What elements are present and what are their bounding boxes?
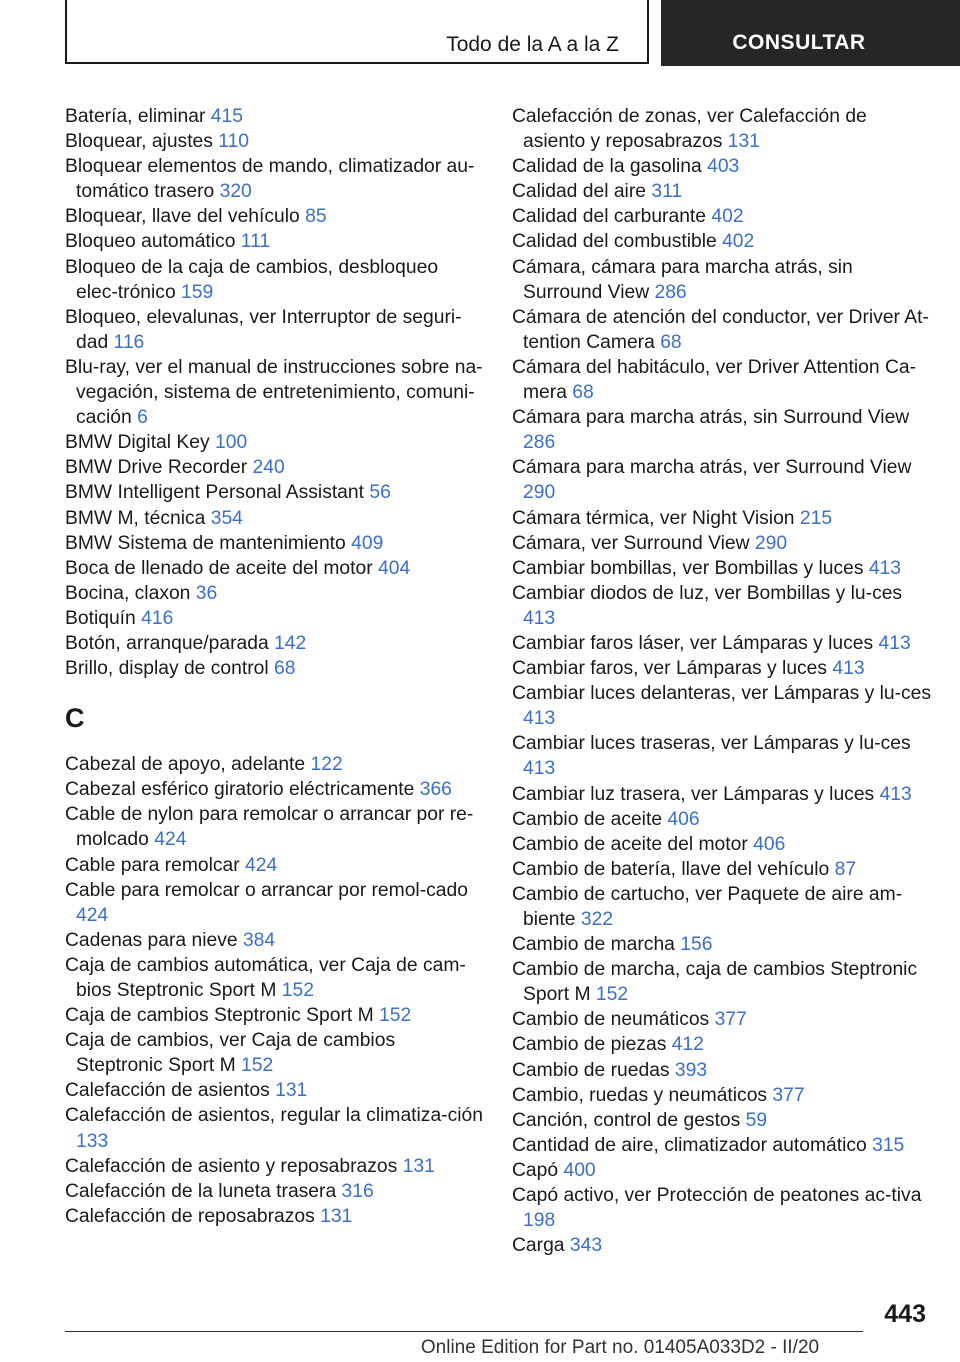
footer-divider <box>65 1331 863 1332</box>
index-entry-text: Calidad de la gasolina <box>512 156 702 178</box>
index-entry-text: Caja de cambios Steptronic Sport M <box>65 1005 374 1027</box>
index-page-link[interactable]: 36 <box>195 582 218 604</box>
index-page-link[interactable]: 56 <box>369 482 391 504</box>
index-page-link[interactable]: 402 <box>722 231 755 253</box>
index-entry <box>512 1133 932 1158</box>
index-entry-text: Cambio de aceite <box>512 808 663 830</box>
index-entry-text: Botón, arranque/parada <box>65 632 269 654</box>
index-page-link[interactable]: 110 <box>218 131 250 153</box>
index-entry <box>65 953 485 1003</box>
index-entry <box>65 752 485 777</box>
index-page-link[interactable]: 68 <box>660 331 682 353</box>
index-entry <box>65 355 485 430</box>
index-entry <box>65 631 485 656</box>
index-page-link[interactable]: 320 <box>219 181 252 203</box>
index-page-link[interactable]: 68 <box>572 382 594 404</box>
index-page-link[interactable]: 366 <box>419 779 452 801</box>
index-entry-text: Cable de nylon para remolcar o arrancar por re‐molcado <box>65 804 474 851</box>
section-title: Todo de la A a la Z <box>446 33 619 56</box>
index-entry <box>65 556 485 581</box>
index-entry <box>512 455 932 505</box>
index-entry <box>512 1032 932 1057</box>
index-entry <box>65 255 485 305</box>
index-page-link[interactable]: 403 <box>707 156 740 178</box>
index-entry <box>512 305 932 355</box>
consultar-tab[interactable] <box>661 0 960 66</box>
index-entry <box>512 681 932 731</box>
index-page-link[interactable]: 424 <box>245 854 278 876</box>
index-entry-text: Cambiar diodos de luz, ver Bombillas y lu‐ces <box>512 582 903 604</box>
footer-edition: Online Edition for Part no. 01405A033D2 - II/20 <box>420 1337 820 1358</box>
index-entry-text: Bloquear, ajustes <box>65 131 213 153</box>
index-entry <box>512 229 932 254</box>
index-entry-text: Calidad del carburante <box>512 206 707 228</box>
index-entry-text: Bloquear, llave del vehículo <box>65 206 300 228</box>
index-entry-text: Cambiar faros láser, ver Lámparas y luces <box>512 632 874 654</box>
index-entry <box>512 556 932 581</box>
index-page-link[interactable]: 354 <box>210 507 243 529</box>
index-entry <box>512 957 932 1007</box>
index-page-link[interactable]: 152 <box>241 1055 274 1077</box>
index-page-link[interactable]: 406 <box>753 833 786 855</box>
index-page-link[interactable]: 133 <box>76 1130 109 1152</box>
index-entry-text: Calidad del combustible <box>512 231 717 253</box>
index-entry <box>65 656 485 681</box>
index-entry <box>65 154 485 204</box>
index-entry-text: Bloqueo de la caja de cambios, desbloqueo elec‐trónico <box>65 256 439 303</box>
index-entry <box>512 104 932 154</box>
index-entry-text: Cambio de piezas <box>512 1034 667 1056</box>
index-page-link[interactable]: 240 <box>252 457 285 479</box>
index-entry <box>512 656 932 681</box>
index-entry <box>512 154 932 179</box>
index-page-link[interactable]: 122 <box>310 754 343 776</box>
index-page-link[interactable]: 290 <box>754 532 788 554</box>
index-entry-text: Canción, control de gestos <box>512 1109 741 1131</box>
index-entry <box>512 405 932 455</box>
index-page-link[interactable]: 413 <box>523 758 556 780</box>
index-entry-text: Calefacción de reposabrazos <box>65 1205 315 1227</box>
index-entry <box>512 857 932 882</box>
index-entry <box>65 581 485 606</box>
index-page-link[interactable]: 286 <box>523 432 556 454</box>
index-entry <box>512 506 932 531</box>
index-page-link[interactable]: 315 <box>872 1134 905 1156</box>
index-entry-text: Cable para remolcar o arrancar por remol‐cado <box>65 879 468 901</box>
index-page-link[interactable]: 87 <box>834 858 857 880</box>
index-page-link[interactable]: 152 <box>281 980 314 1001</box>
index-entry-text: BMW M, técnica <box>65 507 206 529</box>
index-entry <box>65 1179 485 1204</box>
index-entry-text: Cambiar luces delanteras, ver Lámparas y lu‐ces <box>512 683 932 705</box>
index-entry <box>65 104 485 129</box>
index-column-left <box>65 104 485 1229</box>
index-entry <box>512 355 932 405</box>
index-entry-text: Cambio de marcha, caja de cambios Steptronic Sport M <box>512 959 918 1006</box>
index-entry-text: Cambio de batería, llave del vehículo <box>512 858 830 880</box>
index-entry-text: Cámara de atención del conductor, ver Driver At‐tention Camera <box>512 306 929 353</box>
index-entry-text: Cambiar faros, ver Lámparas y luces <box>512 658 828 680</box>
index-group-b <box>65 104 485 681</box>
index-entry-text: Boca de llenado de aceite del motor <box>65 557 373 579</box>
index-page-link[interactable]: 142 <box>274 632 307 654</box>
index-letter-heading: C <box>65 703 85 734</box>
index-entry <box>512 1083 932 1108</box>
index-page-link[interactable]: 413 <box>879 783 912 805</box>
index-entry <box>65 1103 485 1153</box>
index-entry <box>512 882 932 932</box>
index-page-link[interactable]: 415 <box>210 106 243 127</box>
index-group-c-continued <box>512 104 932 1258</box>
index-entry <box>65 853 485 878</box>
index-entry <box>65 1154 485 1179</box>
index-page-link[interactable]: 316 <box>341 1180 374 1202</box>
index-page-link[interactable]: 111 <box>240 231 271 253</box>
index-page-link[interactable]: 404 <box>378 557 411 579</box>
index-entry-text: Cambio de cartucho, ver Paquete de aire am‐biente <box>512 883 903 930</box>
index-page-link[interactable]: 409 <box>351 532 384 554</box>
index-entry-text: Bloqueo automático <box>65 231 236 253</box>
index-entry-text: Cambiar bombillas, ver Bombillas y luces <box>512 557 864 579</box>
index-entry-text: Caja de cambios, ver Caja de cambios Steptronic Sport M <box>65 1030 396 1077</box>
index-entry <box>65 1003 485 1028</box>
index-entry-text: Calidad del aire <box>512 181 646 203</box>
index-entry-text: Cámara, cámara para marcha atrás, sin Surround View <box>512 256 853 303</box>
index-page-link[interactable]: 424 <box>154 829 187 851</box>
index-entry <box>65 777 485 802</box>
index-entry-text: Botiquín <box>65 607 136 629</box>
index-page-link[interactable]: 198 <box>523 1210 556 1232</box>
index-entry-text: Brillo, display de control <box>65 658 269 680</box>
index-entry <box>512 204 932 229</box>
index-entry-text: Calefacción de zonas, ver Calefacción de asiento y reposabrazos <box>512 106 867 153</box>
index-page-link[interactable]: 152 <box>379 1005 412 1027</box>
index-entry <box>512 932 932 957</box>
index-entry-text: Cabezal de apoyo, adelante <box>65 754 306 776</box>
index-entry <box>512 255 932 305</box>
index-page-link[interactable]: 131 <box>727 131 760 153</box>
index-page-link[interactable]: 413 <box>878 632 911 654</box>
index-entry <box>512 1233 932 1258</box>
index-page-link[interactable]: 290 <box>523 482 556 504</box>
index-entry-text: BMW Sistema de mantenimiento <box>65 532 346 554</box>
index-entry-text: Cámara para marcha atrás, ver Surround View <box>512 457 912 479</box>
index-page-link[interactable]: 131 <box>402 1155 435 1177</box>
index-entry <box>512 179 932 204</box>
index-page-link[interactable]: 413 <box>832 658 865 680</box>
index-entry-text: Cambiar luces traseras, ver Lámparas y lu‐ces <box>512 733 911 755</box>
index-entry <box>65 802 485 852</box>
index-page-link[interactable]: 116 <box>113 331 145 353</box>
index-entry-text: Cabezal esférico giratorio eléctricamente <box>65 779 415 801</box>
index-page-link[interactable]: 406 <box>667 808 700 830</box>
index-entry <box>65 430 485 455</box>
index-entry <box>512 1183 932 1233</box>
index-page-link[interactable]: 100 <box>215 432 248 454</box>
index-entry-text: Cantidad de aire, climatizador automático <box>512 1134 867 1156</box>
index-entry <box>65 1028 485 1078</box>
index-entry-text: Bocina, claxon <box>65 582 191 604</box>
index-entry-text: Calefacción de asiento y reposabrazos <box>65 1155 398 1177</box>
index-entry <box>65 229 485 254</box>
page-number: 443 <box>884 1300 926 1328</box>
index-entry-text: Cambio de neumáticos <box>512 1009 710 1031</box>
index-column-right <box>512 104 932 1258</box>
index-entry <box>65 129 485 154</box>
index-entry-text: Blu-ray, ver el manual de instrucciones sobre na‐vegación, sistema de entretenimiento, comuni‐cación <box>65 356 483 429</box>
index-entry-text: Cámara para marcha atrás, sin Surround View <box>512 407 910 429</box>
index-entry-text: Cable para remolcar <box>65 854 240 876</box>
index-page-link[interactable]: 68 <box>273 658 296 680</box>
index-entry-text: Cambio de marcha <box>512 934 675 956</box>
page-header <box>0 0 960 66</box>
index-page-link[interactable]: 377 <box>714 1009 747 1031</box>
index-entry-text: Batería, eliminar <box>65 106 206 127</box>
index-group-c <box>65 752 485 1229</box>
index-page-link[interactable]: 131 <box>320 1205 353 1227</box>
index-page-link[interactable]: 131 <box>275 1080 308 1102</box>
index-entry <box>65 878 485 928</box>
index-entry-text: Calefacción de asientos, regular la climatiza‐ción <box>65 1105 483 1127</box>
index-page-link[interactable]: 413 <box>523 607 556 629</box>
index-entry-text: Bloquear elementos de mando, climatizador au‐tomático trasero <box>65 156 475 203</box>
index-entry-text: BMW Intelligent Personal Assistant <box>65 482 364 504</box>
index-entry-text: Cambiar luz trasera, ver Lámparas y luces <box>512 783 875 805</box>
index-entry-text: Cámara, ver Surround View <box>512 532 750 554</box>
index-page-link[interactable]: 400 <box>563 1159 596 1181</box>
index-entry-text: BMW Drive Recorder <box>65 457 248 479</box>
index-page-link[interactable]: 156 <box>680 934 713 956</box>
consultar-label: CONSULTAR <box>732 31 866 54</box>
index-entry <box>65 506 485 531</box>
index-entry <box>512 581 932 631</box>
section-tab <box>65 0 649 64</box>
index-entry <box>512 731 932 781</box>
index-entry <box>65 480 485 505</box>
index-page-link[interactable]: 393 <box>674 1059 708 1081</box>
index-entry-text: Capó <box>512 1159 559 1181</box>
index-page-link[interactable]: 6 <box>137 407 148 429</box>
index-page-link[interactable]: 412 <box>671 1034 704 1056</box>
index-page-link[interactable]: 402 <box>711 206 744 228</box>
index-entry <box>512 1108 932 1133</box>
index-entry-text: Cambio de aceite del motor <box>512 833 748 855</box>
index-entry <box>65 455 485 480</box>
index-entry <box>512 631 932 656</box>
index-entry-text: Bloqueo, elevalunas, ver Interruptor de seguri‐dad <box>65 306 462 353</box>
index-entry <box>65 606 485 631</box>
index-page-link[interactable]: 413 <box>868 557 901 579</box>
index-entry <box>65 531 485 556</box>
index-page-link[interactable]: 59 <box>745 1109 768 1131</box>
index-entry <box>65 928 485 953</box>
index-entry <box>65 305 485 355</box>
index-entry <box>512 807 932 832</box>
index-entry <box>512 531 932 556</box>
index-entry-text: Capó activo, ver Protección de peatones ac‐tiva <box>512 1185 922 1207</box>
index-page-link[interactable]: 343 <box>569 1235 603 1257</box>
index-page-link[interactable]: 215 <box>799 507 833 529</box>
index-page-link[interactable]: 322 <box>580 909 614 930</box>
index-page-link[interactable]: 384 <box>242 929 276 951</box>
index-page-link[interactable]: 152 <box>595 984 629 1006</box>
index-page-link[interactable]: 159 <box>181 281 214 303</box>
index-page-link[interactable]: 416 <box>141 607 174 629</box>
index-entry-text: Cambio, ruedas y neumáticos <box>512 1084 768 1106</box>
index-entry-text: Caja de cambios automática, ver Caja de cam‐bios Steptronic Sport M <box>65 954 466 1001</box>
index-page-link[interactable]: 85 <box>305 206 327 228</box>
index-entry-text: BMW Digital Key <box>65 432 210 454</box>
index-page-link[interactable]: 286 <box>654 281 687 303</box>
index-page-link[interactable]: 424 <box>76 904 109 926</box>
index-page-link[interactable]: 311 <box>651 181 683 203</box>
index-entry-text: Calefacción de asientos <box>65 1080 270 1102</box>
index-entry-text: Calefacción de la luneta trasera <box>65 1180 337 1202</box>
index-entry <box>512 1058 932 1083</box>
index-entry <box>512 1007 932 1032</box>
index-entry <box>65 1078 485 1103</box>
index-entry <box>512 832 932 857</box>
index-entry-text: Cadenas para nieve <box>65 929 238 951</box>
index-entry-text: Carga <box>512 1235 565 1257</box>
index-entry <box>512 782 932 807</box>
index-entry <box>65 1204 485 1229</box>
index-entry-text: Cámara del habitáculo, ver Driver Attention Ca‐mera <box>512 356 917 404</box>
index-entry-text: Cambio de ruedas <box>512 1059 670 1081</box>
index-entry-text: Cámara térmica, ver Night Vision <box>512 507 795 529</box>
index-page-link[interactable]: 413 <box>523 708 556 730</box>
index-entry <box>512 1158 932 1183</box>
index-page-link[interactable]: 377 <box>772 1084 805 1106</box>
index-entry <box>65 204 485 229</box>
